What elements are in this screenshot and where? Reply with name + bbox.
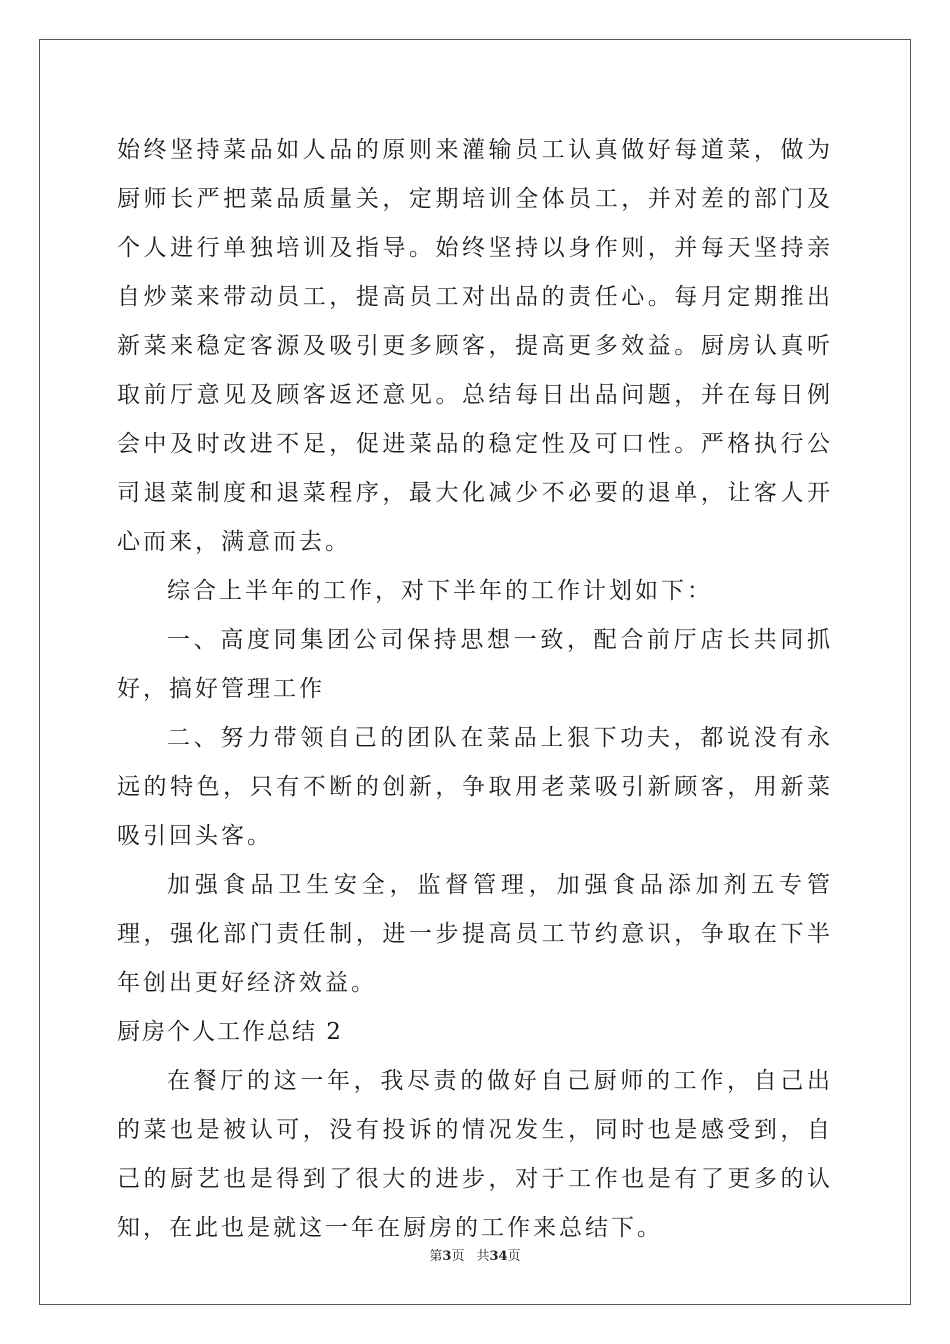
paragraph-1: 始终坚持菜品如人品的原则来灌输员工认真做好每道菜，做为厨师长严把菜品质量关，定期培训全体员工，并对差的部门及个人进行单独培训及指导。始终坚持以身作则，并每天坚持亲自炒菜来带动员工，提高员工对出品的责任心。每月定期推出新菜来稳定客源及吸引更多顾客，提高更多效益。厨房认真听取前厅意见及顾客返还意见。总结每日出品问题，并在每日例会中及时改进不足，促进菜品的稳定性及可口性。严格执行公司退菜制度和退菜程序，最大化减少不必要的退单，让客人开心而来，满意而去。 <box>117 137 833 555</box>
paragraph-6: 在餐厅的这一年，我尽责的做好自己厨师的工作，自己出的菜也是被认可，没有投诉的情况发生，同时也是感受到，自己的厨艺也是得到了很大的进步，对于工作也是有了更多的认知，在此也是就这一年在厨房的工作来总结下。 <box>117 1068 833 1241</box>
page-suffix: 页 <box>451 1249 465 1264</box>
paragraph-3: 一、高度同集团公司保持思想一致，配合前厅店长共同抓好，搞好管理工作 <box>117 627 833 702</box>
section-heading: 厨房个人工作总结 2 <box>117 1019 343 1045</box>
total-prefix: 共 <box>476 1249 490 1264</box>
page-footer <box>0 1245 950 1264</box>
paragraph-2: 综合上半年的工作，对下半年的工作计划如下： <box>167 578 713 604</box>
document-body <box>117 126 833 1253</box>
page-number: 3 <box>442 1249 452 1264</box>
paragraph-4: 二、努力带领自己的团队在菜品上狠下功夫，都说没有永远的特色，只有不断的创新，争取用老菜吸引新顾客，用新菜吸引回头客。 <box>117 725 833 849</box>
total-suffix: 页 <box>507 1249 521 1264</box>
page-prefix: 第 <box>429 1249 443 1264</box>
paragraph-5: 加强食品卫生安全，监督管理，加强食品添加剂五专管理，强化部门责任制，进一步提高员工节约意识，争取在下半年创出更好经济效益。 <box>117 872 833 996</box>
total-pages: 34 <box>489 1249 508 1264</box>
